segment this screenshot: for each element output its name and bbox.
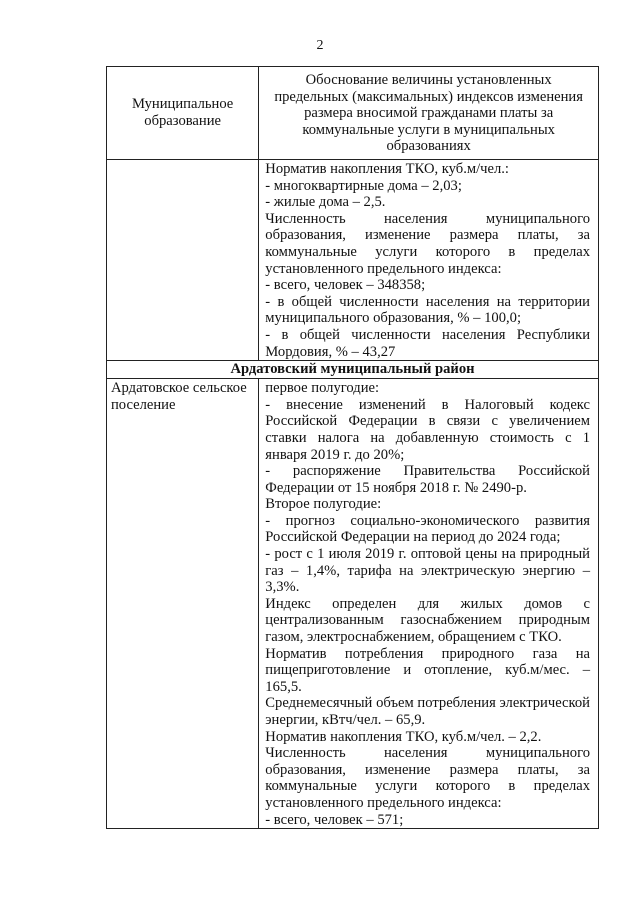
text-line: Численность населения муниципального образования, изменение размера платы, за коммунальные услуги которого в пределах установленного предельного индекса: <box>265 745 590 811</box>
text-line: Второе полугодие: <box>265 496 382 513</box>
page-number: 2 <box>316 38 324 53</box>
text-line: Норматив накопления ТКО, куб.м/чел.: <box>265 161 509 177</box>
text-line: - жилые дома – 2,5. <box>265 194 386 211</box>
text-line: Норматив накопления ТКО, куб.м/чел. – 2,2. <box>265 728 542 745</box>
text-line: - всего, человек – 348358; <box>265 277 426 294</box>
text-line: Индекс определен для жилых домов с централизованным газоснабжением природным газом, электроснабжением, обращением с ТКО. <box>265 595 590 646</box>
text-line: - внесение изменений в Налоговый кодекс Российской Федерации в связи с увеличением ставки налога на добавленную стоимость с 1 января 2019 г. до 20%; <box>265 396 590 463</box>
tariff-justification-table <box>106 66 599 829</box>
text-line: - рост с 1 июля 2019 г. оптовой цены на природный газ – 1,4%, тарифа на электрическую энергию – 3,3%. <box>265 546 590 596</box>
table-header-row <box>107 67 599 160</box>
text-line: первое полугодие: <box>265 380 380 397</box>
text-line: - в общей численности населения на территории муниципального образования, % – 100,0; <box>265 293 590 327</box>
text-line: - в общей численности населения Республики Мордовия, % – 43,27 <box>265 326 590 360</box>
text-line: Среднемесячный объем потребления электрической энергии, кВтч/чел. – 65,9. <box>265 695 590 728</box>
text-line: Численность населения муниципального образования, изменение размера платы, за коммунальные услуги которого в пределах установленного предельного индекса: <box>265 210 590 277</box>
municipality-justification <box>259 379 599 829</box>
text-line: - прогноз социально-экономического развития Российской Федерации на период до 2024 года; <box>265 512 590 546</box>
continued-row <box>107 160 599 361</box>
header-justification: Обоснование величины установленных предельных (максимальных) индексов изменения размера вносимой гражданами платы за коммунальные услуги в муниципальных образованиях <box>259 67 599 160</box>
header-municipality: Муниципальное образование <box>107 67 259 160</box>
district-row <box>107 361 599 379</box>
municipality-name: Ардатовское сельское поселение <box>107 379 259 829</box>
district-heading: Ардатовский муниципальный район <box>107 361 599 379</box>
text-line: - распоряжение Правительства Российской Федерации от 15 ноября 2018 г. № 2490-р. <box>265 463 590 496</box>
text-line: Норматив потребления природного газа на пищеприготовление и отопление, куб.м/мес. – 165,5. <box>265 645 590 695</box>
municipality-row <box>107 379 599 829</box>
continued-row-content <box>259 160 599 361</box>
text-line: - многоквартирные дома – 2,03; <box>265 177 462 194</box>
continued-row-empty-cell <box>107 160 259 361</box>
text-line: - всего, человек – 571; <box>265 811 404 828</box>
